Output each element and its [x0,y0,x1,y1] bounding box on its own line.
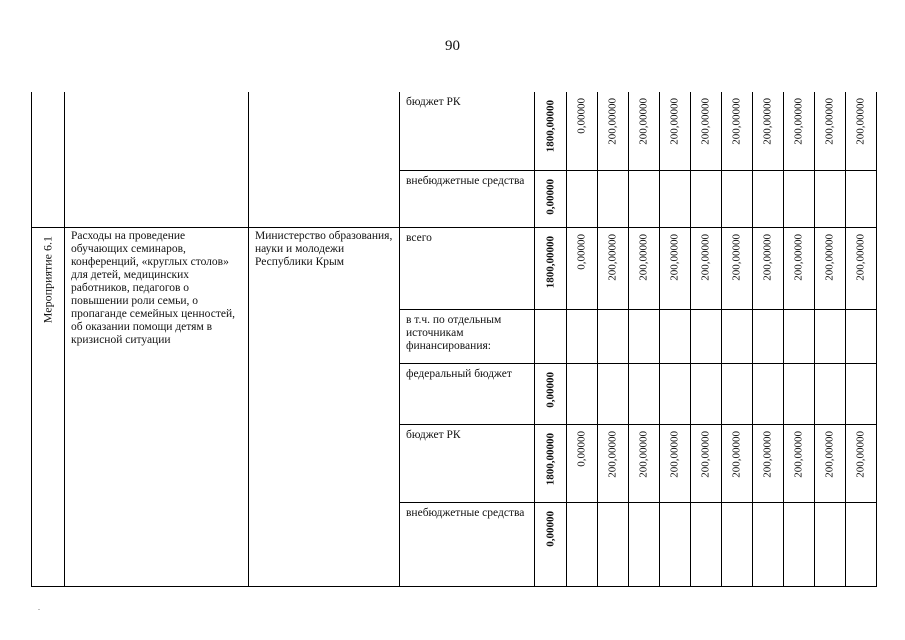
year-cell [567,363,598,424]
year-cell [629,170,660,227]
year-cell [629,309,660,363]
year-cell [598,502,629,586]
year-cell [846,502,877,586]
total-cell [535,170,567,227]
funding-source-cell [400,502,535,586]
total-value: 0,00000 [544,178,556,215]
total-value: 0,00000 [544,510,556,547]
year-value: 200,00000 [668,98,681,145]
year-cell [691,92,722,170]
year-cell [753,309,784,363]
year-cell [660,227,691,309]
year-cell [722,92,753,170]
year-value: 200,00000 [823,98,836,145]
year-value: 200,00000 [699,233,712,281]
year-cell [660,92,691,170]
year-value: 200,00000 [699,430,712,478]
year-cell [815,363,846,424]
total-value: 1800,00000 [544,235,556,288]
year-value: 200,00000 [854,430,867,478]
total-value: 1800,00000 [544,432,556,485]
total-value: 0,00000 [544,371,556,408]
year-cell [567,227,598,309]
year-cell [598,92,629,170]
year-cell [784,227,815,309]
year-value: 200,00000 [792,430,805,478]
total-cell [535,309,567,363]
measure-code: Мероприятие 6.1 [40,235,55,323]
year-cell [691,309,722,363]
total-cell [535,227,567,309]
year-cell [784,424,815,502]
year-cell [567,92,598,170]
measure-executor-cell [249,227,400,586]
year-cell [567,424,598,502]
executor-cell [249,92,400,227]
year-value: 200,00000 [854,98,867,145]
year-cell [660,363,691,424]
year-cell [846,424,877,502]
year-cell [815,170,846,227]
funding-source-cell [400,309,535,363]
funding-source-label: внебюджетные средства [406,174,525,187]
year-value: 200,00000 [823,430,836,478]
funding-source-label: всего [406,231,432,244]
year-value: 200,00000 [637,430,650,478]
year-cell [846,309,877,363]
description-cell [65,92,249,227]
year-value: 200,00000 [761,233,774,281]
year-cell [691,502,722,586]
year-cell [784,363,815,424]
year-cell [753,502,784,586]
year-cell [846,170,877,227]
year-value: 200,00000 [792,233,805,281]
measure-description-cell [65,227,249,586]
year-cell [660,502,691,586]
funding-source-label: бюджет РК [406,96,461,108]
year-value: 200,00000 [730,233,743,281]
year-cell [598,363,629,424]
scan-artifact: . [38,603,40,612]
year-cell [629,424,660,502]
year-cell [722,502,753,586]
year-cell [815,92,846,170]
year-cell [846,92,877,170]
year-value: 200,00000 [606,233,619,281]
year-cell [660,424,691,502]
year-cell [753,227,784,309]
year-value: 200,00000 [730,430,743,478]
year-value: 200,00000 [823,233,836,281]
code-cell [32,92,65,227]
year-cell [660,309,691,363]
year-cell [598,170,629,227]
funding-source-cell [400,227,535,309]
funding-source-cell [400,92,535,170]
year-cell [629,92,660,170]
year-cell [784,502,815,586]
year-cell [722,227,753,309]
year-cell [567,170,598,227]
year-cell [598,309,629,363]
year-cell [660,170,691,227]
year-value: 200,00000 [637,98,650,145]
year-value: 0,00000 [575,233,588,270]
funding-table [31,92,877,587]
measure-description: Расходы на проведение обучающих семинаров, конференций, «круглых столов» для детей, медицинских работников, педагогов о повышении роли семьи, о пропаганде семейных ценностей, об оказании помощи детям в кризисной ситуации [71,229,235,346]
year-value: 200,00000 [606,430,619,478]
measure-code-cell [32,227,65,586]
year-cell [722,309,753,363]
year-cell [815,502,846,586]
year-cell [753,424,784,502]
year-cell [846,363,877,424]
funding-source-label: внебюджетные средства [406,506,525,519]
funding-source-cell [400,170,535,227]
year-value: 200,00000 [761,98,774,145]
year-cell [598,424,629,502]
year-value: 200,00000 [699,98,712,145]
year-value: 200,00000 [761,430,774,478]
year-cell [846,227,877,309]
year-value: 200,00000 [730,98,743,145]
total-cell [535,92,567,170]
table-row [32,92,877,170]
year-cell [753,363,784,424]
year-cell [691,424,722,502]
year-cell [691,170,722,227]
year-cell [598,227,629,309]
funding-source-cell [400,363,535,424]
year-cell [753,92,784,170]
year-value: 200,00000 [668,233,681,281]
year-cell [629,227,660,309]
year-cell [815,227,846,309]
measure-executor: Министерство образования, науки и молодежи Республики Крым [255,229,393,268]
funding-source-label: в т.ч. по отдельным источникам финансирования: [406,313,502,352]
year-value: 200,00000 [637,233,650,281]
year-cell [722,170,753,227]
year-cell [691,227,722,309]
year-cell [784,170,815,227]
year-cell [567,309,598,363]
year-cell [629,502,660,586]
year-cell [691,363,722,424]
year-value: 0,00000 [575,430,588,467]
year-cell [629,363,660,424]
total-value: 1800,00000 [544,100,556,153]
funding-source-label: федеральный бюджет [406,367,512,380]
year-value: 0,00000 [575,98,588,134]
funding-source-cell [400,424,535,502]
year-value: 200,00000 [668,430,681,478]
year-cell [815,309,846,363]
funding-source-label: бюджет РК [406,428,461,441]
table-row [32,227,877,309]
year-value: 200,00000 [854,233,867,281]
total-cell [535,363,567,424]
year-cell [815,424,846,502]
year-cell [784,92,815,170]
total-cell [535,502,567,586]
total-cell [535,424,567,502]
year-value: 200,00000 [606,98,619,145]
year-value: 200,00000 [792,98,805,145]
year-cell [722,363,753,424]
year-cell [753,170,784,227]
page-number: 90 [445,38,460,54]
year-cell [567,502,598,586]
year-cell [722,424,753,502]
year-cell [784,309,815,363]
